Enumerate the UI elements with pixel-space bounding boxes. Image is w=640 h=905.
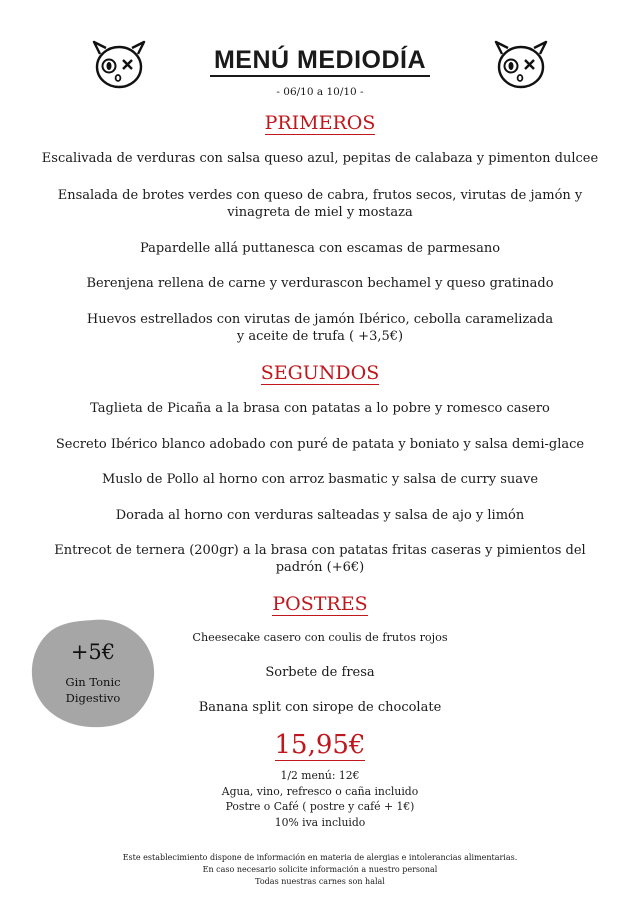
dish-item: Dorada al horno con verduras salteadas y salsa de ajo y limón <box>115 508 525 523</box>
price-info <box>0 768 640 830</box>
info-line: Agua, vino, refresco o caña incluido <box>221 784 419 798</box>
page-title: MENÚ MEDIODÍA <box>0 46 640 75</box>
dish-item: y aceite de trufa ( +3,5€) <box>236 329 404 344</box>
dish-item: Secreto Ibérico blanco adobado con puré de patata y boniato y salsa demi-glace <box>55 437 585 452</box>
dish-item: Escalivada de verduras con salsa queso azul, pepitas de calabaza y pimenton dulcee <box>41 151 599 166</box>
dish-item: Taglieta de Picaña a la brasa con patatas a lo pobre y romesco casero <box>90 401 550 416</box>
info-line: 10% iva incluido <box>274 815 366 829</box>
menu-price: 15,95€ <box>274 730 366 760</box>
allergen-footer <box>0 852 640 888</box>
dish-item: Huevos estrellados con virutas de jamón Ibérico, cebolla caramelizada <box>86 312 554 327</box>
footer-line: En caso necesario solicite información a nuestro personal <box>202 865 438 874</box>
section-title-primeros: PRIMEROS <box>264 112 376 134</box>
badge-line: Gin Tonic <box>65 675 121 689</box>
section-title-postres: POSTRES <box>272 593 368 615</box>
dish-item: Banana split con sirope de chocolate <box>198 700 442 715</box>
dish-item: Entrecot de ternera (200gr) a la brasa con patatas fritas caseras y pimientos del <box>54 543 586 558</box>
badge-line: Digestivo <box>65 691 121 705</box>
badge-label <box>30 674 156 706</box>
section-title-segundos: SEGUNDOS <box>260 362 380 384</box>
dish-item: Muslo de Pollo al horno con arroz basmatic y salsa de curry suave <box>101 472 539 487</box>
dish-item: Berenjena rellena de carne y verdurascon bechamel y queso gratinado <box>86 276 554 291</box>
footer-line: Este establecimiento dispone de información en materia de alergias e intolerancias alimentarias. <box>122 853 518 862</box>
dish-item: Papardelle allá puttanesca con escamas de parmesano <box>139 241 501 256</box>
promo-badge <box>30 618 156 728</box>
dish-item: Cheesecake casero con coulis de frutos rojos <box>192 631 448 644</box>
info-line: Postre o Café ( postre y café + 1€) <box>225 800 415 813</box>
dish-item: Ensalada de brotes verdes con queso de cabra, frutos secos, virutas de jamón y <box>57 188 583 203</box>
dish-item: vinagreta de miel y mostaza <box>227 205 413 220</box>
date-range: - 06/10 a 10/10 - <box>276 86 364 98</box>
dish-item: padrón (+6€) <box>275 560 365 575</box>
info-line: 1/2 menú: 12€ <box>280 769 360 782</box>
badge-price: +5€ <box>70 640 116 664</box>
footer-line: Todas nuestras carnes son halal <box>255 877 385 886</box>
dish-item: Sorbete de fresa <box>265 665 375 680</box>
